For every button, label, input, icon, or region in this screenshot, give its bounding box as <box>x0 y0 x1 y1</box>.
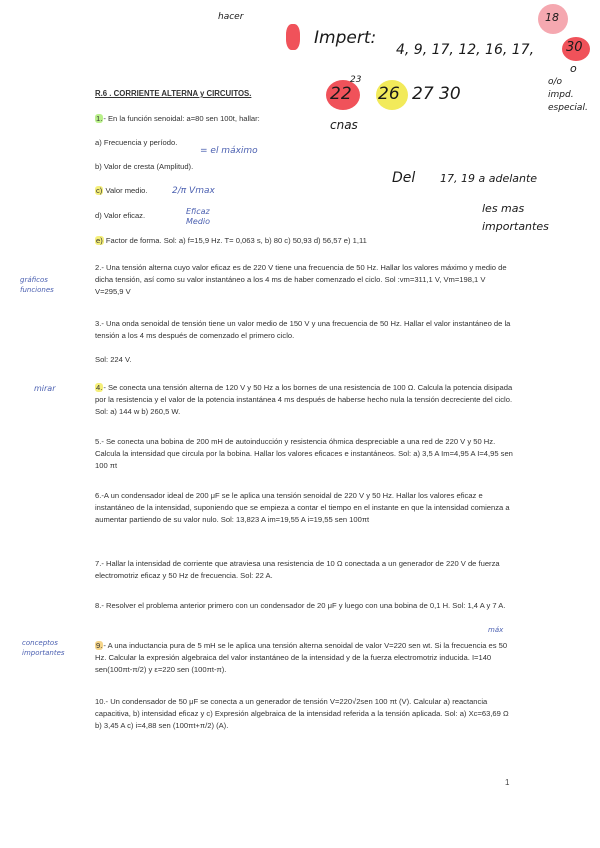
handwritten-27-30: 27 30 <box>412 84 461 104</box>
handwritten-impert: Impert: <box>314 28 377 48</box>
problem-9-text: - A una inductancia pura de 5 mH se le aplica una tensión alterna senoidal de valor V=220 sen wt. Si la frecuencia es 50 Hz. Calcular la expresión algebraica del valor instantáneo de la intensidad y de la fuerza electromotriz inducida. I=140 sen(100πt-π/2) y ε=220 sen (100πt-π). <box>95 641 508 675</box>
red-blot-impert <box>286 24 300 50</box>
handwritten-maximo-9: máx <box>488 626 504 634</box>
handwritten-range: 17, 19 a adelante <box>440 172 538 185</box>
problem-1-c-text: Valor medio. <box>103 186 148 195</box>
problem-1-e-text: Factor de forma. Sol: a) f=15,9 Hz. T= 0,063 s, b) 80 c) 50,93 d) 56,57 e) 1,11 <box>103 236 367 245</box>
handwritten-mas-importantes: les mas importantes <box>482 202 549 233</box>
handwritten-26: 26 <box>378 84 400 104</box>
handwritten-18: 18 <box>545 11 559 24</box>
problem-9 <box>95 640 515 677</box>
handwritten-side-note: o/o impd. especial. <box>548 77 588 113</box>
handwritten-left-note-9: conceptos importantes <box>22 639 65 657</box>
problem-5: 5.- Se conecta una bobina de 200 mH de autoinducción y resistencia óhmica despreciable a una red de 220 V y 50 Hz. Calcula la intensidad que circula por la bobina. Hallar los valores eficaces e instantáneos. Sol: a) 3,5 A Im=4,95 A I=4,95 sen 100 πt <box>95 437 513 471</box>
handwritten-el-maximo: = el máximo <box>200 146 258 156</box>
handwritten-vmax: 2/π Vmax <box>172 186 215 196</box>
problem-1-intro <box>95 113 515 125</box>
problem-4-number: 4. <box>96 383 103 392</box>
problem-1-a: a) Frecuencia y período. <box>95 138 178 147</box>
problem-6: 6.-A un condensador ideal de 200 μF se le aplica una tensión senoidal de 220 V y 50 Hz. Hallar los valores eficaz e instantáneo de la intensidad, suponiendo que se empieza a contar el tiempo en el instante en que la intensidad comienza a aumentar partiendo de su valor nulo. Sol: 13,823 A im=19,55 A i=19,55 sen 100πt <box>95 491 510 525</box>
problem-1-number: 1. <box>96 114 103 123</box>
handwritten-23: 23 <box>350 75 362 85</box>
problem-3: 3.- Una onda senoidal de tensión tiene un valor medio de 150 V y una frecuencia de 50 Hz. Hallar el valor instantáneo de la tensión a los 4 ms después de comenzado el primero ciclo. <box>95 319 511 341</box>
problem-1-c <box>95 185 515 197</box>
problem-1-e <box>95 235 515 247</box>
problem-4-text: - Se conecta una tensión alterna de 120 V y 50 Hz a los bornes de una resistencia de 100 Ω. Calcula la potencia disipada por la resistencia y el valor de la potencia instantánea 4 ms después de haberse hecho nula la tensión decreciente del ciclo. Sol: a) 144 w b) 260,5 W. <box>95 383 513 417</box>
handwritten-o: o <box>570 62 577 75</box>
handwritten-22: 22 <box>330 84 352 104</box>
page-title: R.6 . CORRIENTE ALTERNA y CIRCUITOS. <box>95 89 252 98</box>
handwritten-left-note-4: mirar <box>34 384 56 393</box>
problem-4 <box>95 382 515 419</box>
handwritten-del: Del <box>392 170 416 186</box>
handwritten-hacer: hacer <box>218 12 244 22</box>
handwritten-30: 30 <box>566 40 583 55</box>
handwritten-problem-list: 4, 9, 17, 12, 16, 17, <box>396 42 535 58</box>
handwritten-eficaz-medio: Eficaz Medio <box>186 207 211 226</box>
handwritten-cinas: cnas <box>330 118 358 132</box>
problem-1-e-letter: e) <box>96 236 103 245</box>
page-number: 1 <box>505 778 510 787</box>
problem-10: 10.- Un condensador de 50 μF se conecta a un generador de tensión V=220√2sen 100 πt (V). Calcular a) reactancia capacitiva, b) intensidad eficaz y c) Expresión algebraica de la intensidad referida a la tensión aplicada. Sol: a) Xc=63,69 Ω b) 3,45 A c) i=4,88 sen (100πt+π/2) (A). <box>95 697 509 731</box>
problem-2: 2.- Una tensión alterna cuyo valor eficaz es de 220 V tiene una frecuencia de 50 Hz. Hallar los valores máximo y medio de dicha tensión, así como su valor instantáneo a los 4 ms de haber comenzado el ciclo. Sol :vm=311,1 V, Vm=198,1 V V=295,9 V <box>95 263 507 297</box>
problem-1-d: d) Valor eficaz. <box>95 211 146 220</box>
problem-1-text: - En la función senoidal: a=80 sen 100t, hallar: <box>103 114 260 123</box>
handwritten-left-note-2: gráficos funciones <box>20 276 54 294</box>
problem-7: 7.- Hallar la intensidad de corriente que atraviesa una resistencia de 10 Ω conectada a un generador de 220 V de fuerza electromotriz eficaz y 50 Hz de frecuencia. Sol: 22 A. <box>95 559 500 581</box>
problem-1-c-letter: c) <box>96 186 103 195</box>
problem-9-number: 9. <box>96 641 103 650</box>
problem-1-b: b) Valor de cresta (Amplitud). <box>95 162 194 171</box>
problem-3-solution: Sol: 224 V. <box>95 355 132 364</box>
problem-8: 8.- Resolver el problema anterior primero con un condensador de 20 μF y luego con una bobina de 0,1 H. Sol: 1,4 A y 7 A. <box>95 601 506 610</box>
